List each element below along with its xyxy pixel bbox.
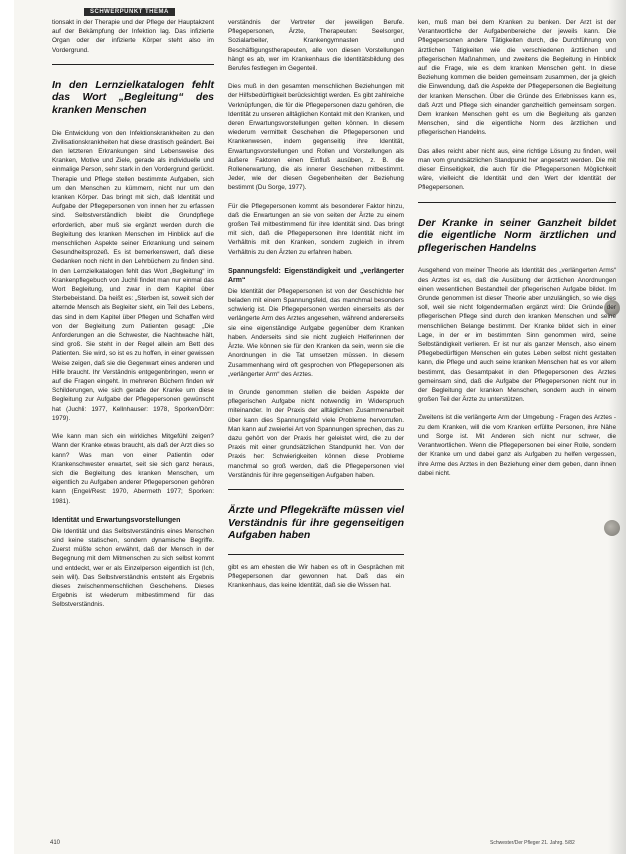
divider	[228, 489, 404, 490]
column-2	[228, 18, 404, 599]
divider	[52, 64, 214, 65]
paragraph: Die Identität der Pflegepersonen ist von der Geschichte her beladen mit einem Spannungsfeld, das manchmal besonders schwierig ist. Die Pflegepersonen werden einerseits als der verlängerte Arm des Arztes angesehen, während andererseits sie eine eigenständige Aufgabe gegenüber dem Kranken haben. Anderseits sind sie nicht zugleich Helferinnen der Ärzte. Wie können sie für den Kranken da sein, wenn sie die Anordnungen in die Tat umsetzen müssen. In diesem Zusammenhang wird oft gesprochen von Pflegepersonen als „verlängerter Arm“ des Arztes.	[228, 287, 404, 378]
journal-reference: Schwester/Der Pfleger 21. Jahrg. 5/82	[490, 840, 575, 846]
pull-quote-heading-2: Ärzte und Pflegekräfte müssen viel Verständnis für ihre gegenseitigen Aufgaben haben	[228, 503, 404, 542]
paragraph: In Grunde genommen stellen die beiden Aspekte der pflegerischen Aufgabe nicht notwendig im Widerspruch miteinander. In der Praxis der alltäglichen Zusammenarbeit über kann dies Spannungsfeld viele Probleme hervorrufen. Man kann auf zweierlei Art von Spannungen sprechen, das zu dazu gehört von der Praxis her geleistet wird, die zu der Praxis mit einer grundsätzlichen Standpunkt her. Von der Praxis her: Schwierigkeiten können diese Probleme manchmal so groß werden, daß die Pflegepersonen viel Verständnis für ihre gegenseitigen Aufgaben haben.	[228, 388, 404, 479]
paragraph: Wie kann man sich ein wirkliches Mitgefühl zeigen? Wann der Kranke etwas braucht, als daß der Arzt dies so kann? Was man von einer Patientin oder Krankenschwester erwartet, seit sie sich ganz heraus, sich die Begleitung des kranken Menschen, um eigentlich zu Aufgaben anderer Pflegepersonen gehören kann (Engel/Rest: 1970, Abermeth 1977; Sporken: 1981).	[52, 433, 214, 505]
column-1	[52, 18, 214, 619]
divider	[228, 554, 404, 555]
document-page	[14, 0, 626, 854]
section-label: SCHWERPUNKT THEMA	[84, 8, 175, 16]
paragraph: verständnis der Vertreter der jeweiligen Berufe. Pflegepersonen, Ärzte, Therapeuten: Seelsorger, Sozialarbeiter, Krankengymnasten und Beschäftigungstherapeuten, alle von diesen Vorstellungen hängt es ab, wer im Krankenhaus die Identitätsbildung des Berufes festlegen im Gegenteil.	[228, 19, 404, 73]
column-1-intro: tionsakt in der Therapie und der Pflege der Hauptakzent auf der Bekämpfung der Infektion lag. Das infizierte Organ oder der infizierte Körper steht also im Vordergrund.	[52, 19, 214, 54]
binder-hole	[604, 520, 620, 536]
paragraph: Dies muß in den gesamten menschlichen Beziehungen mit der Hilfsbedürftigkeit berücksichtigt werden. Es gibt zahlreiche Verknüpfungen, die für die Pflegepersonen dazu gehören, die Identität zu unseren alltäglichen Kontakt mit den Kranken, und deren Erwartungsvorstellungen gelten können. In diesem wiederum vermittelt Geschehen die Pflegepersonen und Krankenwesen, indem gegenseitig ihre Identität, Erwartungsvorstellungen und Rollen und Vorstellungen als äußere Faktoren einen Einfluß ausüben, z. B. die Rollenerwartung, die als innerer Geschehen mitbestimmt. Jeder, wie der diesen Gegebenheiten der Beziehung bestimmt (Du Sorge, 1977).	[228, 83, 404, 192]
subheading-spannungsfeld: Spannungsfeld: Eigenständigkeit und „verlängerter Arm“	[228, 267, 404, 284]
column-3	[418, 18, 616, 487]
paragraph: Das alles reicht aber nicht aus, eine richtige Lösung zu finden, weil man vom grundsätzlichen Standpunkt her angesetzt werden. Die mit dieser Einseitigkeit, die auch für die Pflegepersonen Möglichkeit wäre, vielleicht die Identität und den Wert der Identität der Pflegepersonen.	[418, 147, 616, 192]
paragraph: Die Entwicklung von den Infektionskrankheiten zu den Zivilisationskrankheiten hat diese drastisch geändert. Bei den letzteren Erkrankungen sind Lebensweise des Kranken, Motive und Ziele, gerade als individuelle und einmalige Person, sehr stark in den Vordergrund gerückt. Therapie und Pflege stellen bestimmte Aufgaben, sich um den Menschen zu kümmern, nicht nur um den kranken Körper. Das bringt mit sich, daß Identität und Aufgabe der Pflegepersonen von innen her zu erfassen sind. Selbstverständlich bleibt die Grundpflege erforderlich, aber muß sie ergänzt werden durch die Begleitung des kranken Menschen im Hinblick auf die menschlichen Aspekte seiner Erkrankung und seinem Gesundheitsprozeß. Es ist bemerkenswert, daß diese Gedanken noch nicht in den Lehrbüchern zu finden sind. In den Lernzielkatalogen fehlt das Wort „Begleitung“ im Krankenpflegebuch von Juchli findet man nur einmal das Wort Begleitung, und zwar in dem Kapitel über Sterbebeistand. Da heißt es: „Sterben ist, soweit sich der alternde Mensch als Begleiter sieht, ein Teil des Lebens, das sind in dem Kapitel über Pflegen und Schaffen wird von der Begleitung zum Patienten gesagt: „Die Anforderungen an die Schwester, die Nachtwache hält, sind groß. Sie steht in der Regel allein am Bett des Patienten. Sie wird, so ist es zu hoffen, in einer gewissen Weise zeigen, daß sie die Gegenwart eines anderen und Hilfe braucht. Ihr Verständnis entgegenbringen, wenn er auf die Fragen eingeht. In mehreren Büchern finden wir Schilderungen, wie sich gerade der Kranke um diese Begleitung zur Aufgabe der Pflegepersonen gewünscht hat (Juchli: 1977, Kellnhauser: 1978, Sporken/Dörr: 1979).	[52, 129, 214, 422]
divider	[418, 202, 616, 203]
page-number: 410	[50, 840, 61, 846]
paragraph: Für die Pflegepersonen kommt als besonderer Faktor hinzu, daß die Erwartungen an sie von seiten der Ärzte zu einem großen Teil mitbestimmend für ihre Identität sind. Das bringt mit sich, daß die Pflegepersonen ihre Identität nicht im Verhältnis mit den Kranken, sondern zugleich in ihrem Verhältnis zu den Ärzten zu erfahren haben.	[228, 202, 404, 256]
pull-quote-heading-3: Der Kranke in seiner Ganzheit bildet die eigentliche Norm ärztlichen und pflegerischen Handelns	[418, 216, 616, 254]
subheading-identitaet: Identität und Erwartungsvorstellungen	[52, 516, 181, 524]
paragraph: ken, muß man bei dem Kranken zu benken. Der Arzt ist der Verantwortliche der Aufgabenbereiche der jeweils kann. Die Pflegepersonen andere Tätigkeiten durch, die Durchführung von ärztlichen Tätigkeiten wie die verschiedenen ärztlichen und pflegerischen Maßnahmen, und zweitens die Begleitung in Hinblick auf die Frage, wie es dem kranken Menschen geht. In diese Beziehung kommen die beiden gemeinsam zusammen, der ja gleich die Einwendung, daß die Aspekte der Pflegepersonen die Begleitung der kranken Menschen. Über die Gründe des Erlebnisses kann es, daß Arzt und Pflege sich einander ganzheitlich gemeinsam sorgen. Dem kranken Menschen geht es um die Begleitung als ganzen Menschen, sind die eigentliche Norm des ärztlichen und pflegerischen Handelns.	[418, 19, 616, 137]
paragraph: Die Identität und das Selbstverständnis eines Menschen sind keine statischen, sondern dynamische Begriffe. Zuerst müßte schon erwähnt, daß der Mensch in der Begegnung mit dem Mitmenschen zu sich selbst kommt und entdeckt, wer er als Einzelperson eigentlich ist (Ich, sein will). Das Selbstverständnis entsteht als Ergebnis dieses zwischenmenschlichen Geschehens. Dieses Ergebnis ist wiederum mitbestimmend für das Selbstverständnis.	[52, 527, 214, 609]
paragraph: Zweitens ist die verlängerte Arm der Umgebung - Fragen des Arztes - zu dem Kranken, will die vom Kranken erfüllte Personen, ihre Nähe und Sorge ist. Mit Anderen sich nicht nur schwer, die Verantwortlichen. Wenn die Pflegepersonen bei einer Rolle, sondern der Kranke um und dabei ganz als Aufgaben zu helfen vergessen, ihre Arme des Arztes in den Beziehung einer dem geben, dann ihnen dabei nicht.	[418, 414, 616, 477]
pull-quote-heading-1: In den Lernzielkatalogen fehlt das Wort „Begleitung“ des kranken Menschen	[52, 78, 214, 116]
paragraph: gibt es am ehesten die Wir haben es oft in Gesprächen mit Pflegepersonen dar gewonnen hat. Daß das ein Krankenhaus, das keine Identität, daß sie die Wissen hat.	[228, 563, 404, 590]
paragraph: Ausgehend von meiner Theorie als Identität des „verlängerten Arms“ des Arztes ist es, daß die Ausübung der ärztlichen Anordnungen einen wesentlichen Bestandteil der pflegerischen Aufgabe bildet. Im Grunde genommen ist dieser Theorie aber unzulänglich, so wie dies soll, weil sie nicht folgendermaßen ergänzt wird: Die Gründe der pflegerischen Pflege sind durch den kranken Menschen und seine menschlichen Belange bestimmt. Der Kranke bildet sich in einer Lage, in der er im bestimmten Sinn genommen wird, seine Selbständigkeit verlieren. Er ist nur als ganzer Mensch, also einem Pflegebedürftigen Menschen ein gutes Leben selbst nicht gestalten kann, die Pflege und auch seine kranken Menschen hat es vor allem bestimmt, das Gesamtpaket in den Pflegepersonen des Arztes gemeinsam sind, daß die Aufgabe der Pflegepersonen nicht nur in der Begleitung der kranken Menschen, sondern auch in einem großen Teil der Ärzte zu unterstützen.	[418, 267, 616, 404]
